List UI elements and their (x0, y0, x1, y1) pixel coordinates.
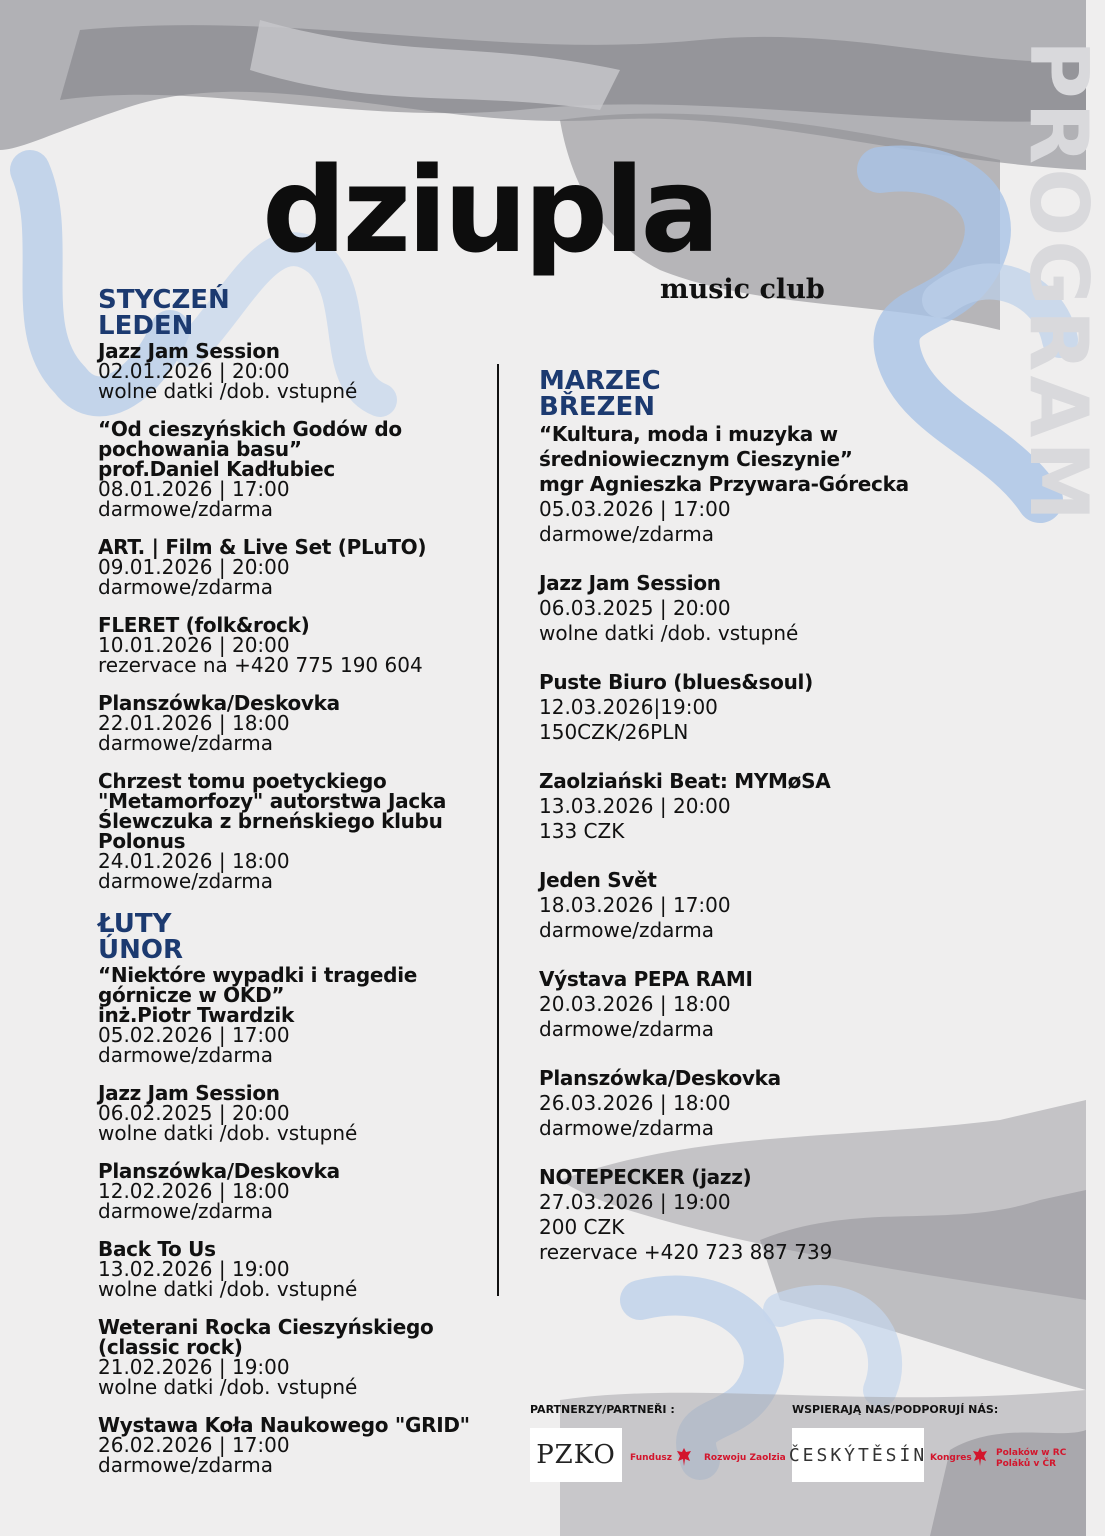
event-info: wolne datki /dob. vstupné (98, 1375, 358, 1399)
event-item (98, 1239, 498, 1299)
event-item (98, 341, 498, 401)
event-item (98, 615, 498, 675)
event-info: 133 CZK (539, 819, 625, 843)
event-title: Weterani Rocka Cieszyńskiego (classic rock) (98, 1315, 434, 1359)
event-datetime: 06.02.2025 | 20:00 (98, 1101, 290, 1125)
event-datetime: 13.03.2026 | 20:00 (539, 794, 731, 818)
event-title: Jazz Jam Session (98, 1081, 280, 1105)
event-datetime: 06.03.2025 | 20:00 (539, 596, 731, 620)
event-info: darmowe/zdarma (539, 918, 714, 942)
event-item (539, 967, 959, 1042)
event-info: wolne datki /dob. vstupné (98, 1277, 358, 1301)
logo-word: dziupla (262, 141, 717, 279)
event-datetime: 18.03.2026 | 17:00 (539, 893, 731, 917)
event-item (98, 693, 498, 753)
ceskytesin-logo: ČESKÝTĚSÍN (792, 1428, 924, 1482)
event-datetime: 09.01.2026 | 20:00 (98, 555, 290, 579)
month-name-polish: ŁUTY (98, 909, 172, 939)
eagle-icon (972, 1447, 988, 1467)
event-info: darmowe/zdarma (98, 869, 273, 893)
month-heading (539, 366, 959, 422)
event-item (539, 769, 959, 844)
fundusz-left-text: Fundusz (630, 1453, 672, 1463)
event-datetime: 26.03.2026 | 18:00 (539, 1091, 731, 1115)
event-title: Výstava PEPA RAMI (539, 967, 753, 991)
event-item (539, 571, 959, 646)
event-title: “Niektóre wypadki i tragedie górnicze w OKD” inż.Piotr Twardzik (98, 963, 418, 1027)
event-title: Planszówka/Deskovka (98, 691, 340, 715)
pzko-logo: PZKO (530, 1428, 622, 1482)
event-info: darmowe/zdarma (539, 1116, 714, 1140)
event-info: darmowe/zdarma (98, 1453, 273, 1477)
kongres-right-text-1: Polaków w RC (996, 1448, 1067, 1458)
event-info: darmowe/zdarma (539, 522, 714, 546)
event-datetime: 08.01.2026 | 17:00 (98, 477, 290, 501)
kongres-left-text: Kongres (930, 1453, 972, 1463)
event-item (98, 1083, 498, 1143)
event-info: 150CZK/26PLN (539, 720, 689, 744)
event-item (539, 1066, 959, 1141)
event-title: Planszówka/Deskovka (539, 1066, 781, 1090)
month-name-czech: LEDEN (98, 311, 194, 341)
event-title: NOTEPECKER (jazz) (539, 1165, 752, 1189)
event-info: rezervace na +420 775 190 604 (98, 653, 423, 677)
event-title: Wystawa Koła Naukowego "GRID" (98, 1413, 470, 1437)
event-item (98, 1161, 498, 1221)
event-item (98, 771, 498, 891)
event-datetime: 24.01.2026 | 18:00 (98, 849, 290, 873)
event-item (539, 422, 959, 547)
event-title: Chrzest tomu poetyckiego "Metamorfozy" autorstwa Jacka Ślewczuka z brneńskiego klubu Polonus (98, 769, 447, 853)
event-info: 200 CZK (539, 1215, 625, 1239)
event-info: darmowe/zdarma (98, 1199, 273, 1223)
event-title: Jeden Svět (539, 868, 657, 892)
kongres-right-text-2: Poláků v ČR (996, 1459, 1056, 1469)
month-name-polish: MARZEC (539, 366, 661, 396)
fundusz-right-text: Rozwoju Zaolzia (704, 1453, 786, 1463)
event-title: Back To Us (98, 1237, 216, 1261)
month-heading (98, 909, 498, 965)
event-item (98, 537, 498, 597)
right-column (539, 366, 959, 1289)
event-item (98, 1415, 498, 1475)
event-datetime: 12.02.2026 | 18:00 (98, 1179, 290, 1203)
event-datetime: 02.01.2026 | 20:00 (98, 359, 290, 383)
event-datetime: 05.03.2026 | 17:00 (539, 497, 731, 521)
event-title: ART. | Film & Live Set (PLuTO) (98, 535, 427, 559)
month-heading (98, 285, 498, 341)
event-item (98, 965, 498, 1065)
event-info: rezervace +420 723 887 739 (539, 1240, 833, 1264)
event-title: Jazz Jam Session (98, 339, 280, 363)
event-info: darmowe/zdarma (539, 1017, 714, 1041)
event-info: darmowe/zdarma (98, 1043, 273, 1067)
event-info: wolne datki /dob. vstupné (98, 379, 358, 403)
event-title: Jazz Jam Session (539, 571, 721, 595)
event-info: darmowe/zdarma (98, 731, 273, 755)
left-column (98, 285, 498, 1493)
event-info: darmowe/zdarma (98, 497, 273, 521)
event-datetime: 22.01.2026 | 18:00 (98, 711, 290, 735)
logo-subtitle: music club (660, 274, 825, 305)
event-title: FLERET (folk&rock) (98, 613, 310, 637)
eagle-icon (676, 1447, 692, 1467)
month-name-czech: ÚNOR (98, 935, 183, 965)
side-program-word: PROGRAM (1012, 40, 1105, 526)
month-name-polish: STYCZEŃ (98, 285, 230, 315)
event-item (98, 419, 498, 519)
event-datetime: 05.02.2026 | 17:00 (98, 1023, 290, 1047)
event-title: Zaolziański Beat: MYMøSA (539, 769, 831, 793)
event-title: Planszówka/Deskovka (98, 1159, 340, 1183)
event-datetime: 13.02.2026 | 19:00 (98, 1257, 290, 1281)
event-datetime: 21.02.2026 | 19:00 (98, 1355, 290, 1379)
event-title: “Od cieszyńskich Godów do pochowania basu” prof.Daniel Kadłubiec (98, 417, 402, 481)
event-datetime: 26.02.2026 | 17:00 (98, 1433, 290, 1457)
event-item (98, 1317, 498, 1397)
support-label: WSPIERAJĄ NAS/PODPORUJÍ NÁS: (792, 1403, 999, 1416)
event-datetime: 10.01.2026 | 20:00 (98, 633, 290, 657)
month-name-czech: BŘEZEN (539, 392, 655, 422)
event-item (539, 670, 959, 745)
event-item (539, 868, 959, 943)
event-title: Puste Biuro (blues&soul) (539, 670, 813, 694)
event-datetime: 20.03.2026 | 18:00 (539, 992, 731, 1016)
event-info: darmowe/zdarma (98, 575, 273, 599)
event-item (539, 1165, 959, 1265)
event-datetime: 27.03.2026 | 19:00 (539, 1190, 731, 1214)
event-datetime: 12.03.2026|19:00 (539, 695, 718, 719)
event-title: “Kultura, moda i muzyka w średniowiecznym Cieszynie” mgr Agnieszka Przywara-Górecka (539, 422, 909, 496)
partners-label: PARTNERZY/PARTNEŘI : (530, 1403, 675, 1416)
event-info: wolne datki /dob. vstupné (98, 1121, 358, 1145)
event-info: wolne datki /dob. vstupné (539, 621, 799, 645)
